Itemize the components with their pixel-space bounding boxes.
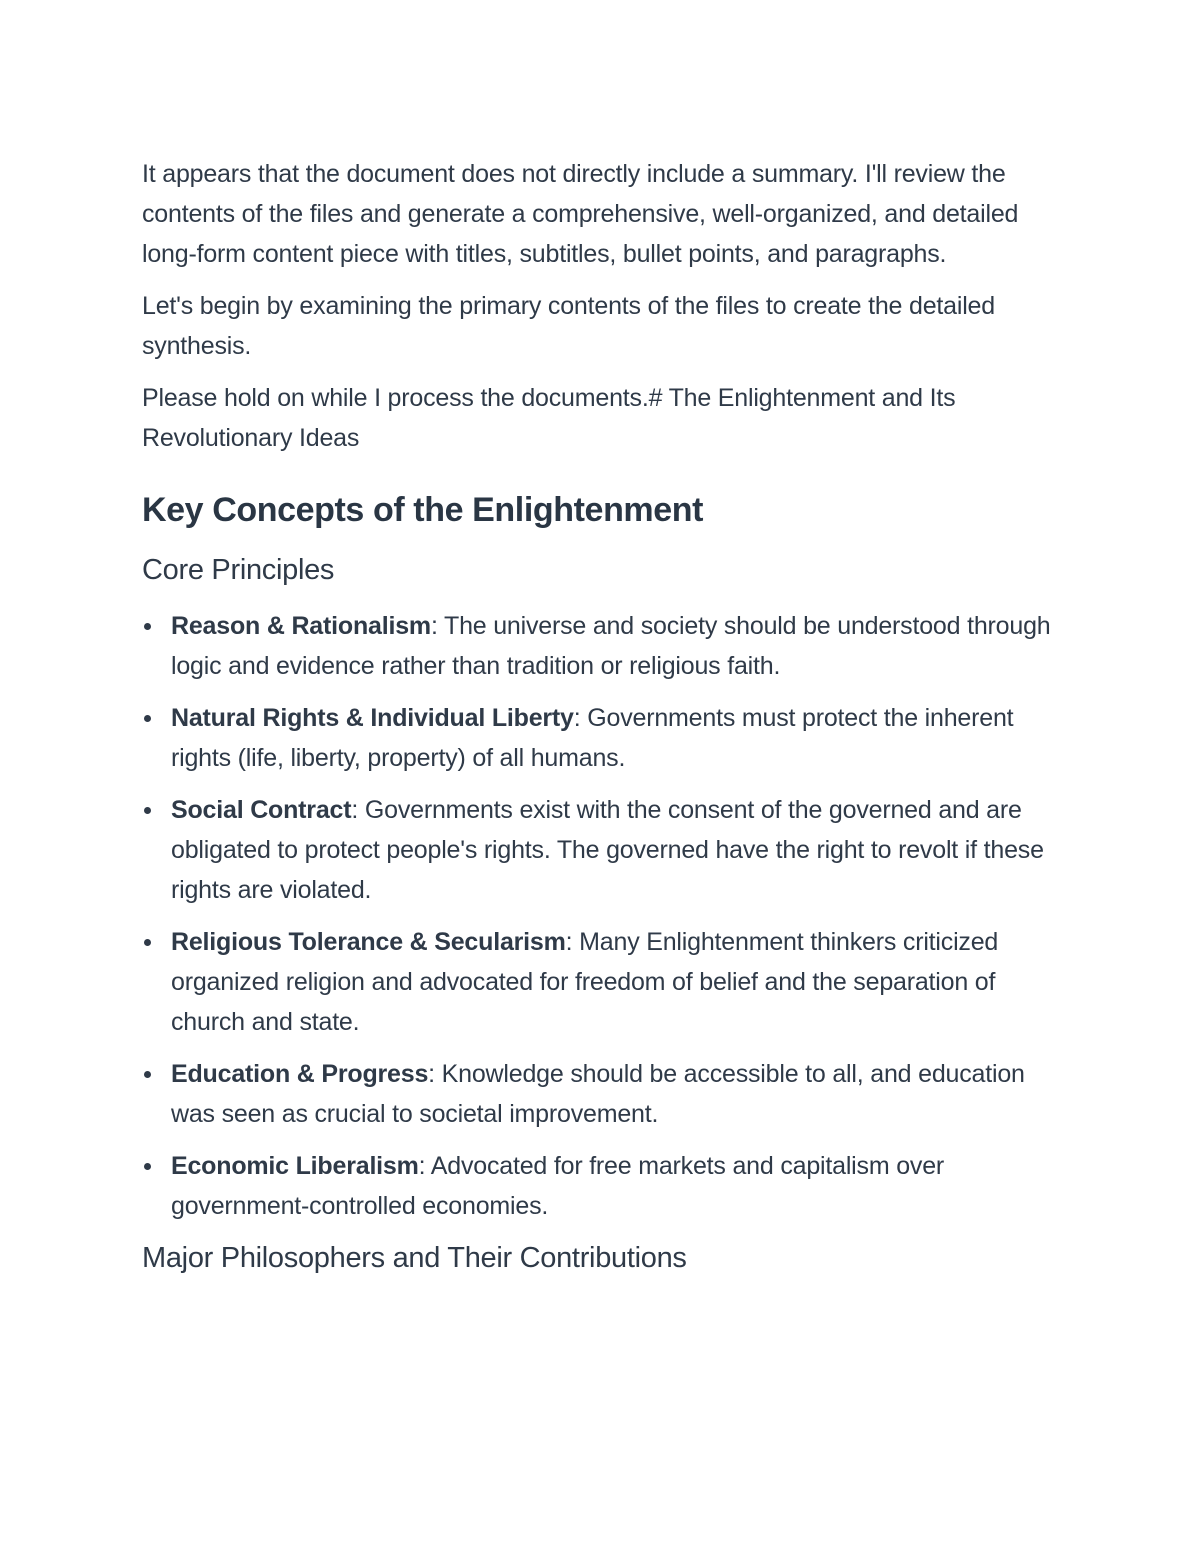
list-item	[142, 790, 1062, 910]
bullet-text: : Knowledge should be accessible to all, and education was seen as crucial to societal improvement.	[171, 1060, 1025, 1128]
bullet-text: : Advocated for free markets and capitalism over government-controlled economies.	[171, 1152, 945, 1220]
list-item	[142, 1146, 1062, 1226]
bullet-term: Social Contract	[171, 796, 352, 824]
bullet-text: : The universe and society should be understood through logic and evidence rather than tradition or religious faith.	[171, 612, 1051, 680]
list-item	[142, 922, 1062, 1042]
intro-paragraph-1: It appears that the document does not directly include a summary. I'll review the contents of the files and generate a comprehensive, well-organized, and detailed long-form content piece with titles, subtitles, bullet points, and paragraphs.	[142, 160, 1019, 268]
section-heading: Key Concepts of the Enlightenment	[142, 491, 704, 529]
bullet-text: : Governments exist with the consent of the governed and are obligated to protect people's rights. The governed have the right to revolt if these rights are violated.	[171, 796, 1044, 904]
core-principles-subheading: Core Principles	[142, 554, 335, 586]
bullet-text: : Many Enlightenment thinkers criticized organized religion and advocated for freedom of belief and the separation of church and state.	[171, 928, 999, 1036]
bullet-term: Education & Progress	[171, 1060, 429, 1088]
list-item	[142, 1054, 1062, 1134]
bullet-text: : Governments must protect the inherent rights (life, liberty, property) of all humans.	[171, 704, 1014, 772]
bullet-term: Natural Rights & Individual Liberty	[171, 704, 574, 732]
bullet-icon	[144, 1071, 151, 1078]
bullet-icon	[144, 807, 151, 814]
document-page	[142, 154, 1062, 1294]
list-item	[142, 606, 1062, 686]
bullet-term: Economic Liberalism	[171, 1152, 419, 1180]
intro-paragraph-3: Please hold on while I process the documents.# The Enlightenment and Its Revolutionary Ideas	[142, 384, 956, 452]
bullet-icon	[144, 715, 151, 722]
philosophers-subheading: Major Philosophers and Their Contributions	[142, 1242, 687, 1274]
intro-paragraph-2: Let's begin by examining the primary contents of the files to create the detailed synthesis.	[142, 292, 995, 360]
bullet-icon	[144, 1163, 151, 1170]
principles-list	[142, 606, 1062, 1226]
bullet-term: Reason & Rationalism	[171, 612, 431, 640]
bullet-icon	[144, 939, 151, 946]
bullet-term: Religious Tolerance & Secularism	[171, 928, 566, 956]
list-item	[142, 698, 1062, 778]
bullet-icon	[144, 623, 151, 630]
